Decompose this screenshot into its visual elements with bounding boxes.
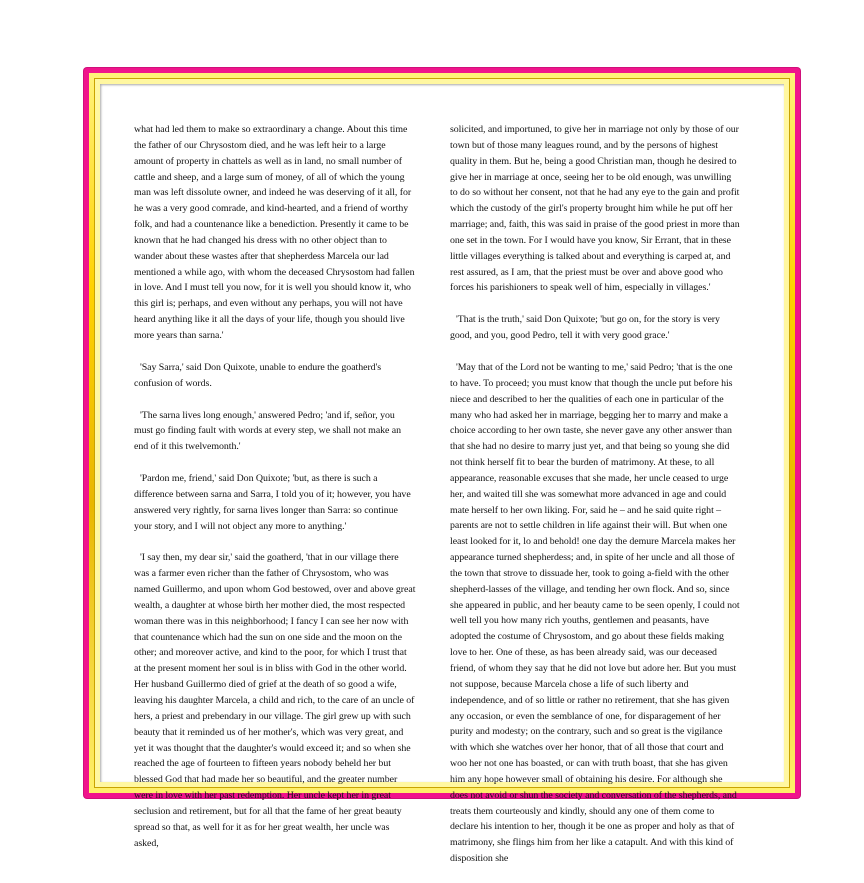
paragraph: 'Pardon me, friend,' said Don Quixote; 'but, as there is such a difference between sarna and Sarra, I told you of it; however, you have answered very rightly, for sarna lives longer than Sarra: so continue your story, and I will not object any more to anything.'	[134, 473, 411, 532]
right-column	[450, 122, 740, 883]
paragraph: solicited, and importuned, to give her in marriage not only by those of our town but of those many leagues round, and by the persons of highest quality in them. But he, being a good Christian man, though he desired to give her in marriage at once, seeing her to be old enough, was unwilling to do so without her consent, not that he had any eye to the gain and profit which the custody of the girl's property brought him while he put off her marriage; and, faith, this was said in praise of the good priest in more than one set in the town. For I would have you know, Sir Errant, that in these little villages everything is talked about and everything is carped at, and rest assured, as I am, that the priest must be over and above good who forces his parishioners to speak well of him, especially in villages.'	[450, 124, 740, 294]
left-column	[134, 122, 416, 867]
magenta-frame	[84, 68, 800, 865]
paragraph: 'Say Sarra,' said Don Quixote, unable to endure the goatherd's confusion of words.	[134, 361, 382, 389]
paragraph: 'The sarna lives long enough,' answered Pedro; 'and if, señor, you must go finding fault with words at every step, we shall not make an end of it this twelvemonth.'	[134, 409, 402, 453]
paragraph: 'That is the truth,' said Don Quixote; 'but go on, for the story is very good, and you, good Pedro, tell it with very good grace.'	[450, 314, 720, 342]
gold-frame-inner	[94, 78, 790, 865]
paragraph: what had led them to make so extraordinary a change. About this time the father of our Chrysostom died, and he was left heir to a large amount of property in chattels as well as in land, no small number of cattle and sheep, and a large sum of money, of all of which the young man was left dissolute owner, and indeed he was deserving of it all, for he was a very good comrade, and kind-hearted, and a friend of worthy folk, and had a countenance like a benediction. Presently it came to be known that he had changed his dress with no other object than to wander about these wastes after that shepherdess Marcela our lad mentioned a while ago, with whom the deceased Chrysostom had fallen in love. And I must tell you now, for it is well you should know it, who this girl is; perhaps, and even without any perhaps, you will not have heard anything like it all the days of your life, though you should live more years than sarna.'	[134, 124, 415, 341]
paragraph: 'May that of the Lord not be wanting to me,' said Pedro; 'that is the one to have. To proceed; you must know that though the uncle put before his niece and described to her the qualities of each one in particular of the many who had asked her in marriage, begging her to marry and make a choice according to her own taste, she never gave any other answer than that she had no desire to marry just yet, and that being so young she did not think herself fit to bear the burden of matrimony. At these, to all appearance, reasonable excuses that she made, her uncle ceased to urge her, and waited till she was somewhat more advanced in age and could mate herself to her own liking. For, said he – and he said quite right – parents are not to settle children in life against their will. But when one least looked for it, lo and behold! one day the demure Marcela makes her appearance turned shepherdess; and, in spite of her uncle and all those of the town that strove to dissuade her, took to going a-field with the other shepherd-lasses of the village, and tending her own flock. And so, since she appeared in public, and her beauty came to be seen openly, I could not well tell you how many rich youths, gentlemen and peasants, have adopted the costume of Chrysostom, and go about these fields making love to her. One of these, as has been already said, was our deceased friend, of whom they say that he did not love but adore her. But you must not suppose, because Marcela chose a life of such liberty and independence, and of so little or rather no retirement, that she has given any occasion, or even the semblance of one, for disparagement of her purity and modesty; on the contrary, such and so great is the vigilance with which she watches over her honor, that of all those that court and woo her not one has boasted, or can with truth boast, that she has given him any hope however small of obtaining his desire. For although she does not avoid or shun the society and conversation of the shepherds, and treats them courteously and kindly, should any one of them come to declare his intention to her, though it be one as proper and holy as that of matrimony, she flings him from her like a catapult. And with this kind of disposition she	[450, 361, 740, 865]
paragraph: 'I say then, my dear sir,' said the goatherd, 'that in our village there was a farmer even richer than the father of Chrysostom, who was named Guillermo, and upon whom God bestowed, over and above great wealth, a daughter at whose birth her mother died, the most respected woman there was in this neighborhood; I fancy I can see her now with that countenance which had the sun on one side and the moon on the other; and moreover active, and kind to the poor, for which I trust that at the present moment her soul is in bliss with God in the other world. Her husband Guillermo died of grief at the death of so good a wife, leaving his daughter Marcela, a child and rich, to the care of an uncle of hers, a priest and prebendary in our village. The girl grew up with such beauty that it reminded us of her mother's, which was very great, and yet it was thought that the daughter's would exceed it; and so when she reached the age of fourteen to fifteen years nobody beheld her but blessed God that had made her so beautiful, and the greater number were in love with her past redemption. Her uncle kept her in great seclusion and retirement, but for all that the fame of her great beauty spread so that, as well for it as for her great wealth, her uncle was asked,	[134, 552, 416, 849]
book-page	[100, 84, 784, 865]
gold-frame	[89, 73, 795, 865]
